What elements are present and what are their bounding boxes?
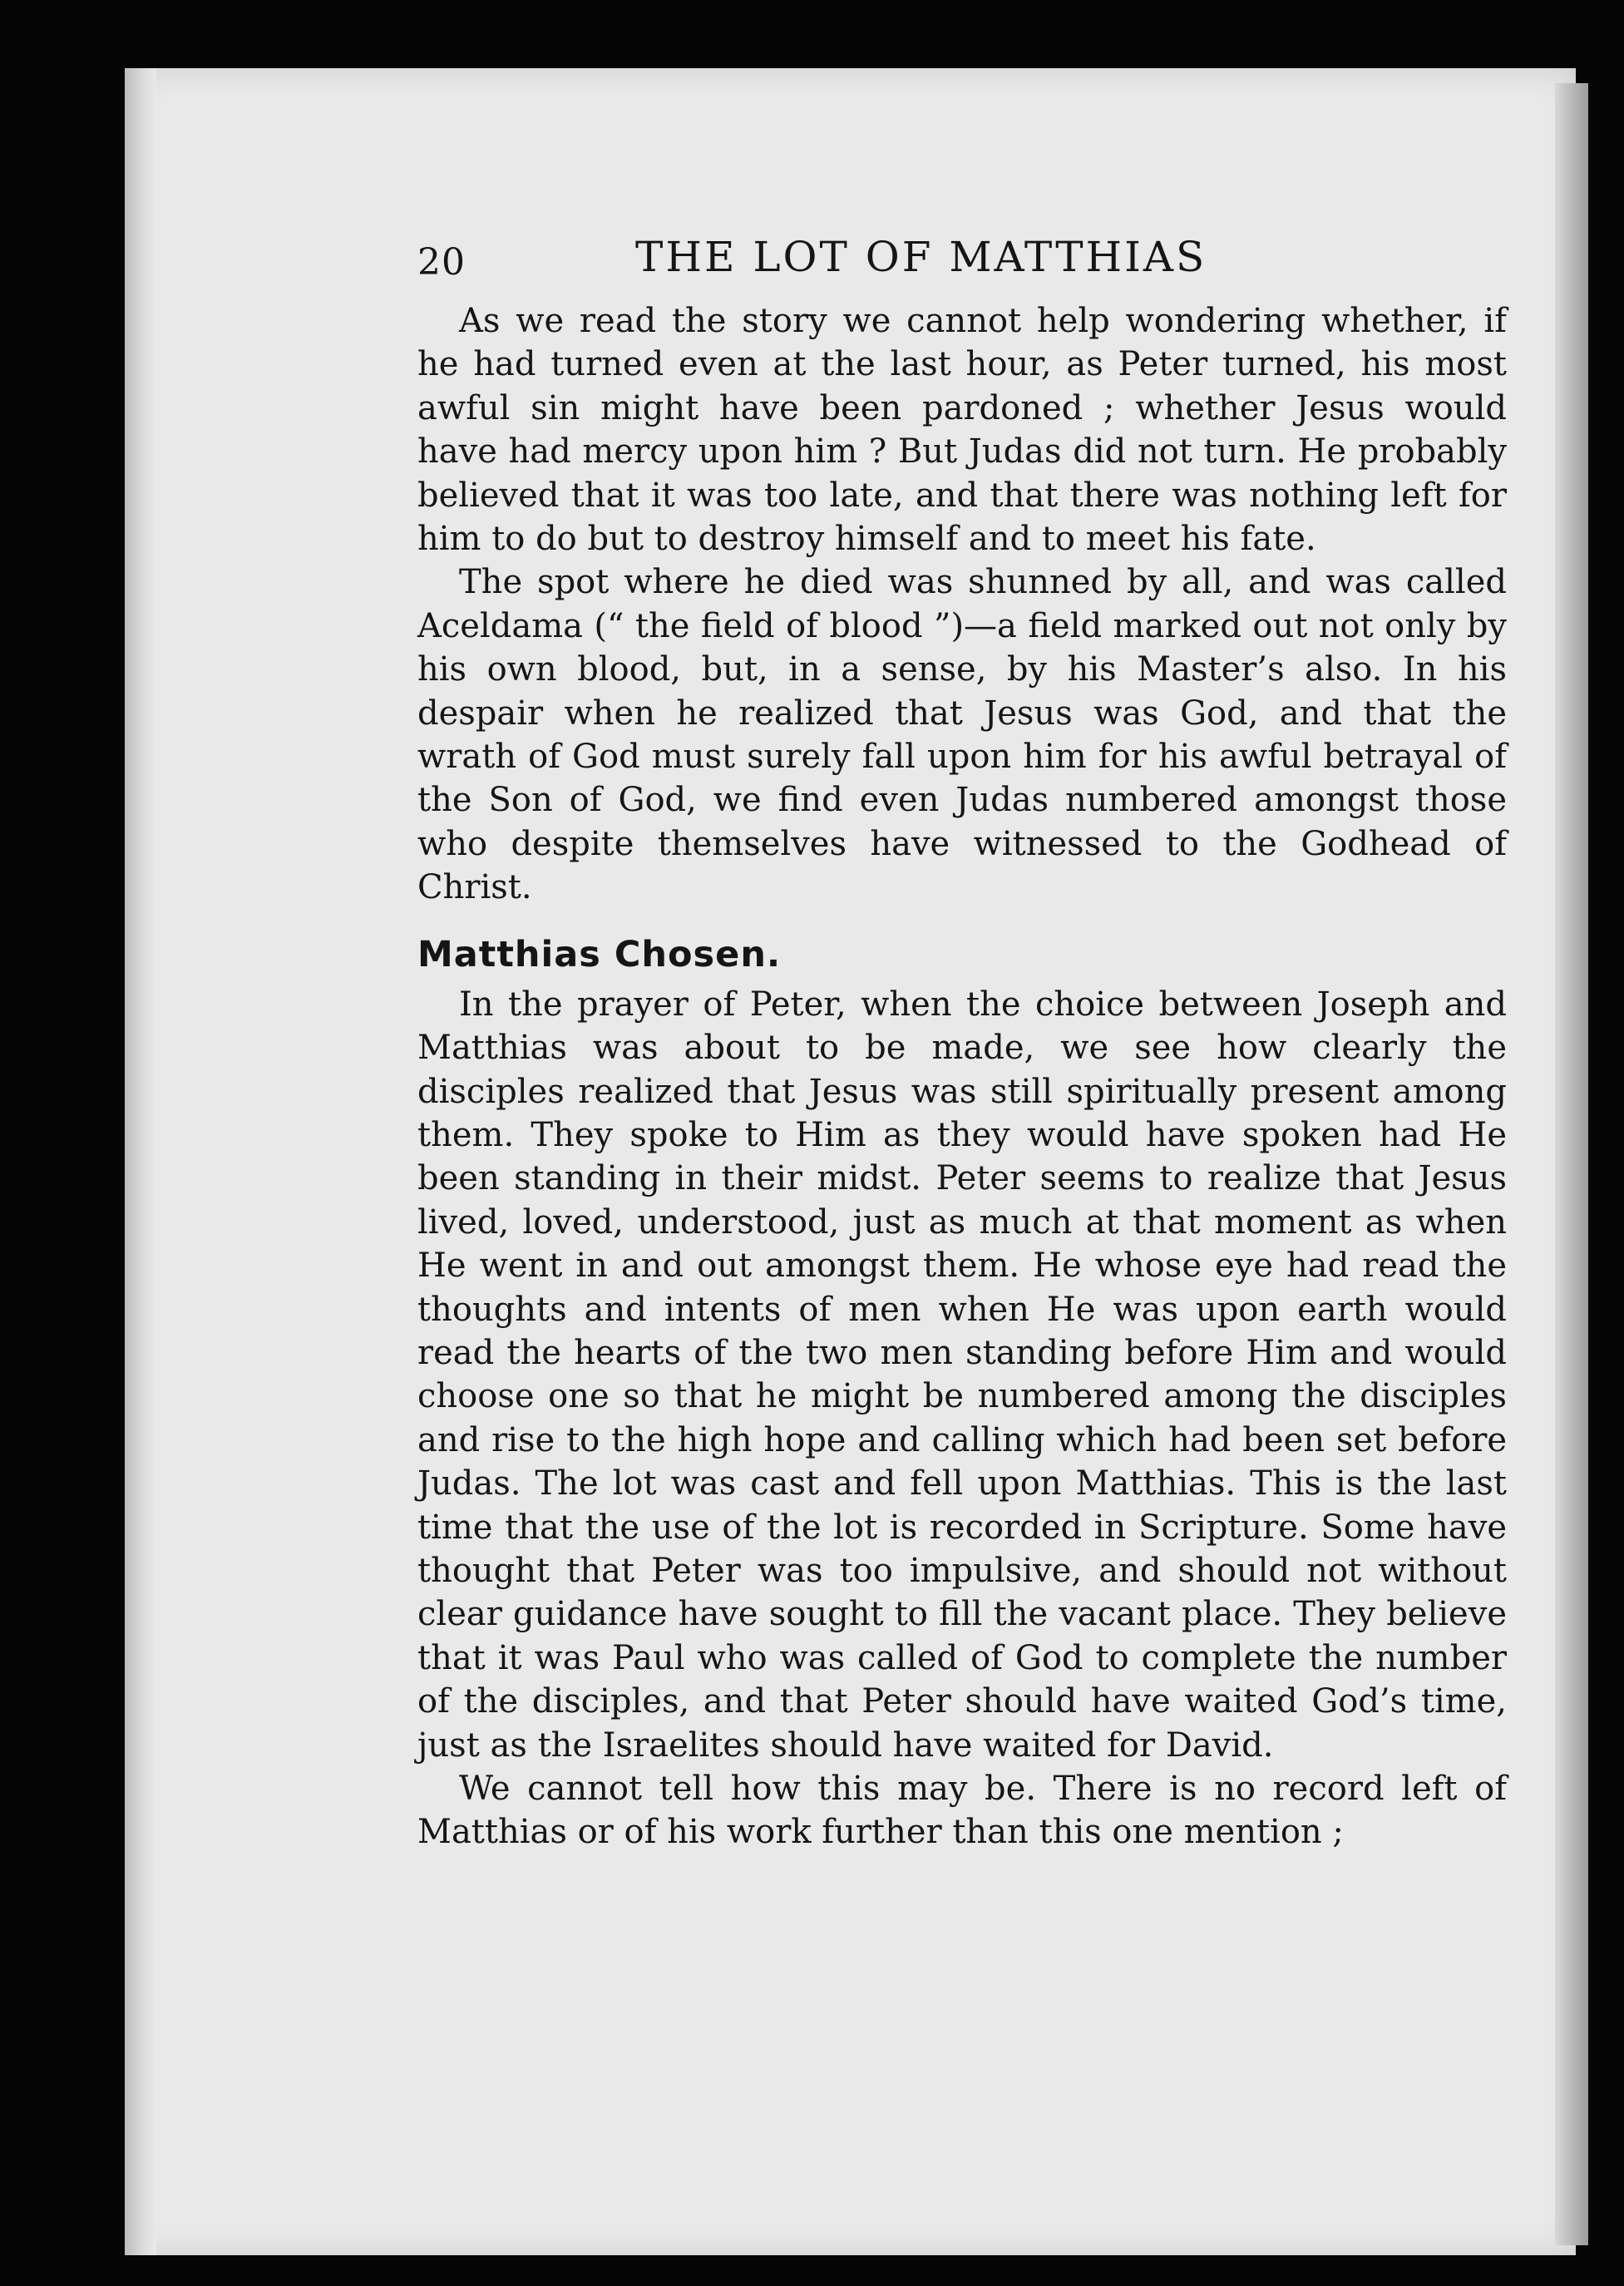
section-heading: Matthias Chosen. xyxy=(417,933,782,975)
paragraph-aceldama: The spot where he died was shunned by all, and was called Aceldama (“ the field of blood ”)—a field marked out not only by his own blood, but, in a sense, by his Master’s also. In his despair when he realized that Jesus was God, and that the wrath of God must surely fall upon him for his awful betrayal of the Son of God, we find even Judas numbered amongst those who despite themselves have witnessed to the Godhead of Christ. xyxy=(417,563,1507,907)
page-number: 20 xyxy=(417,241,466,284)
page-edge-right xyxy=(1555,83,1588,2245)
paragraph-no-record: We cannot tell how this may be. There is no record left of Matthias or of his work further than this one mention ; xyxy=(417,1770,1507,1852)
text-block xyxy=(417,226,1507,1854)
paragraph-prayer-of-peter: In the prayer of Peter, when the choice between Joseph and Matthias was about to be made, we see how clearly the disciples realized that Jesus was still spiritually present among them. They spoke to Him as they would have spoken had He been standing in their midst. Peter seems to realize that Jesus lived, loved, understood, just as much at that moment as when He went in and out amongst them. He whose eye had read the thoughts and intents of men when He was upon earth would read the hearts of the two men standing before Him and would choose one so that he might be numbered among the disciples and rise to the high hope and calling which had been set before Judas. The lot was cast and fell upon Matthias. This is the last time that the use of the lot is recorded in Scripture. Some have thought that Peter was too impulsive, and should not without clear guidance have sought to fill the vacant place. They believe that it was Paul who was called of God to complete the number of the disciples, and that Peter should have waited God’s time, just as the Israelites should have waited for David. xyxy=(417,985,1507,1765)
page-gutter-left xyxy=(125,68,156,2255)
paragraph-judas-repentance: As we read the story we cannot help wondering whether, if he had turned even at the last hour, as Peter turned, his most awful sin might have been pardoned ; whether Jesus would have had mercy upon him ? But Judas did not turn. He probably believed that it was too late, and that there was nothing left for him to do but to destroy himself and to meet his fate. xyxy=(417,302,1507,559)
running-title: THE LOT OF MATTHIAS xyxy=(635,233,1207,281)
running-head xyxy=(417,226,1507,293)
